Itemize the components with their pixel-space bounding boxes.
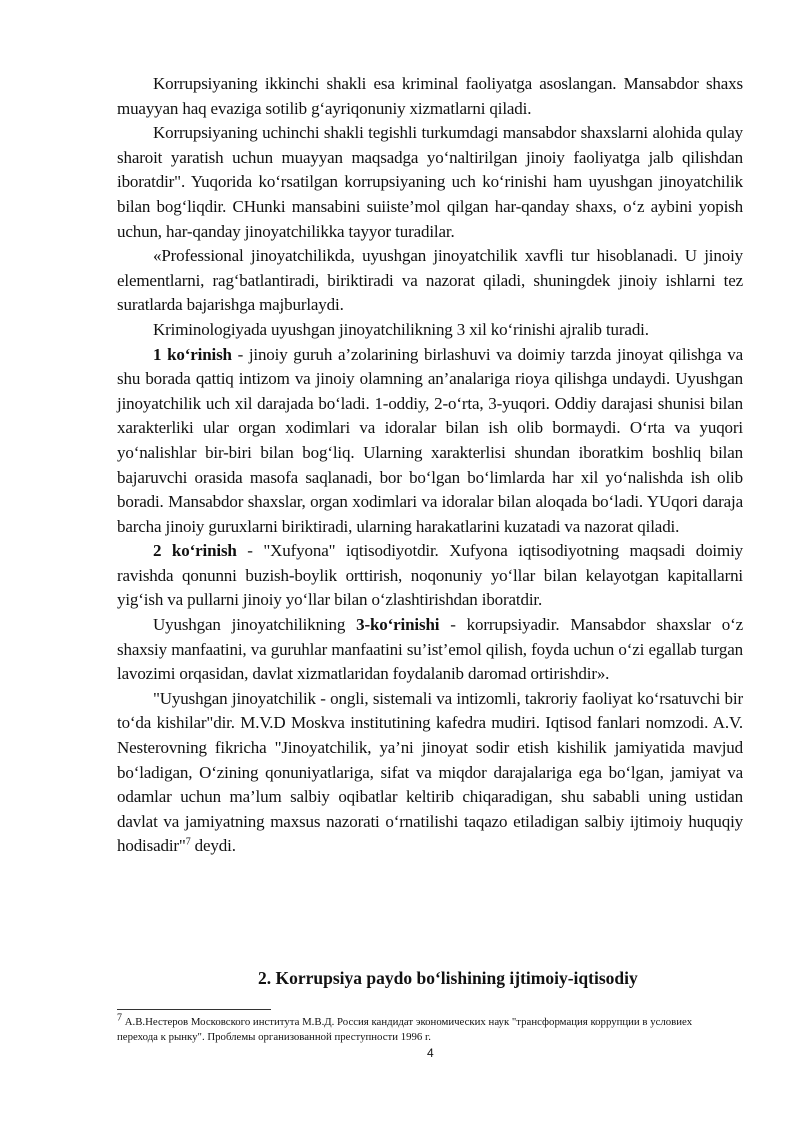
- bold-term: 2 ko‘rinish: [153, 541, 237, 561]
- paragraph: 1 ko‘rinish - jinoiy guruh a’zolarining birlashuvi va doimiy tarzda jinoyat qilishga va shu borada qattiq intizom va jinoiy olamning an’analariga rioya qilishga undaydi. Uyushgan jinoyatchilik uch xil darajada bo‘ladi. 1-oddiy, 2-o‘rta, 3-yuqori. Oddiy darajasi shunisi bilan xarakterliki ular organ xodimlari va idoralar bilan ish olib bormaydi. O‘rta va yuqori yo‘nalishlar bir-biri bilan bog‘liq. Ularning xarakterlisi shundan iboratkim boshliq bilan bajaruvchi orasida masofa saqlanadi, bor bo‘lgan bo‘limlarda har xil yo‘nalishda ish olib boradi. Mansabdor shaxslar, organ xodimlari va idoralar bilan aloqada bo‘ladi. YUqori daraja barcha jinoiy guruxlarni biriktiradi, ularning harakatlarini kuzatadi va nazorat qiladi.: [117, 344, 743, 536]
- page-number: 4: [427, 1046, 434, 1060]
- footnote-reference[interactable]: 7: [185, 836, 191, 848]
- paragraph: Kriminologiyada uyushgan jinoyatchilikning 3 xil ko‘rinishi ajralib turadi.: [153, 319, 649, 339]
- bold-term: 3-ko‘rinishi: [356, 615, 440, 635]
- section-heading: 2. Korrupsiya paydo bo‘lishining ijtimoiy-iqtisodiy: [258, 968, 638, 988]
- paragraph: "Uyushgan jinoyatchilik - ongli, sistemali va intizomli, takroriy faoliyat ko‘rsatuvchi bir to‘da kishilar"dir. M.V.D Moskva institutining kafedra mudiri. Iqtisod fanlari nomzodi. A.V. Nesterovning fikricha "Jinoyatchilik, ya’ni jinoyat sodir etish kishilik jamiyatida mavjud bo‘ladigan, O‘zining qonuniyatlariga, sifat va miqdor darajalariga ega bo‘lgan, jamiyat va odamlar uchun ma’lum salbiy oqibatlar keltirib chiqaradigan, shu sababli uning ustidan davlat va jamiyatning maxsus nazorati o‘rnatilishi taqazo etiladigan salbiy ijtimoiy huquqiy hodisadir"$^7$ deydi.: [117, 688, 743, 856]
- bold-term: 1 ko‘rinish: [153, 344, 232, 364]
- paragraph: Korrupsiyaning uchinchi shakli tegishli turkumdagi mansabdor shaxslarni alohida qulay sharoit yaratish uchun muayyan maqsadga yo‘naltirilgan jinoiy faoliyatga jalb qilishdan iboratdir". Yuqorida ko‘rsatilgan korrupsiyaning uch ko‘rinishi ham uyushgan jinoyatchilik bilan bog‘liqdir. CHunki mansabini suiiste’mol qilgan har-qanday shaxs, o‘z aybini yopish uchun, har-qanday jinoyatchilikka tayyor turadilar.: [117, 123, 743, 241]
- paragraph: «Professional jinoyatchilikda, uyushgan jinoyatchilik xavfli tur hisoblanadi. U jinoiy elementlarni, rag‘batlantiradi, biriktiradi va nazorat qiladi, shuningdek jinoiy ishlarni tez suratlarda bajarishga majburlaydi.: [117, 246, 743, 315]
- footnote-separator: [117, 1009, 271, 1010]
- paragraph: 2 ko‘rinish - "Xufyona" iqtisodiyotdir. Xufyona iqtisodiyotning maqsadi doimiy ravishda qonunni buzish-boylik orttirish, noqonuniy yo‘llar bilan kelayotgan kapitallarni yig‘ish va pullarni jinoiy yo‘llar bilan o‘zlashtirishdan iboratdir.: [117, 541, 743, 610]
- document-body: [117, 72, 743, 859]
- paragraph: Korrupsiyaning ikkinchi shakli esa kriminal faoliyatga asoslangan. Mansabdor shaxs muayyan haq evaziga sotilib g‘ayriqonuniy xizmatlarni qiladi.: [117, 74, 743, 118]
- paragraph: Uyushgan jinoyatchilikning 3-ko‘rinishi - korrupsiyadir. Mansabdor shaxslar o‘z shaxsiy manfaatini, va guruhlar manfaatini su’ist’emol qilish, foyda uchun o‘zi egallab turgan lavozimi orqasidan, davlat xizmatlaridan foydalanib daromad ortirishdir».: [117, 615, 743, 684]
- footnote: [117, 1012, 727, 1044]
- footnote-marker: 7: [117, 1012, 122, 1024]
- footnote-text: А.В.Нестеров Московского института М.В.Д. Россия кандидат экономических наук "трансформация коррупции в условиех перехода к рынку". Проблемы организованной преступности 1996 г.: [117, 1016, 693, 1043]
